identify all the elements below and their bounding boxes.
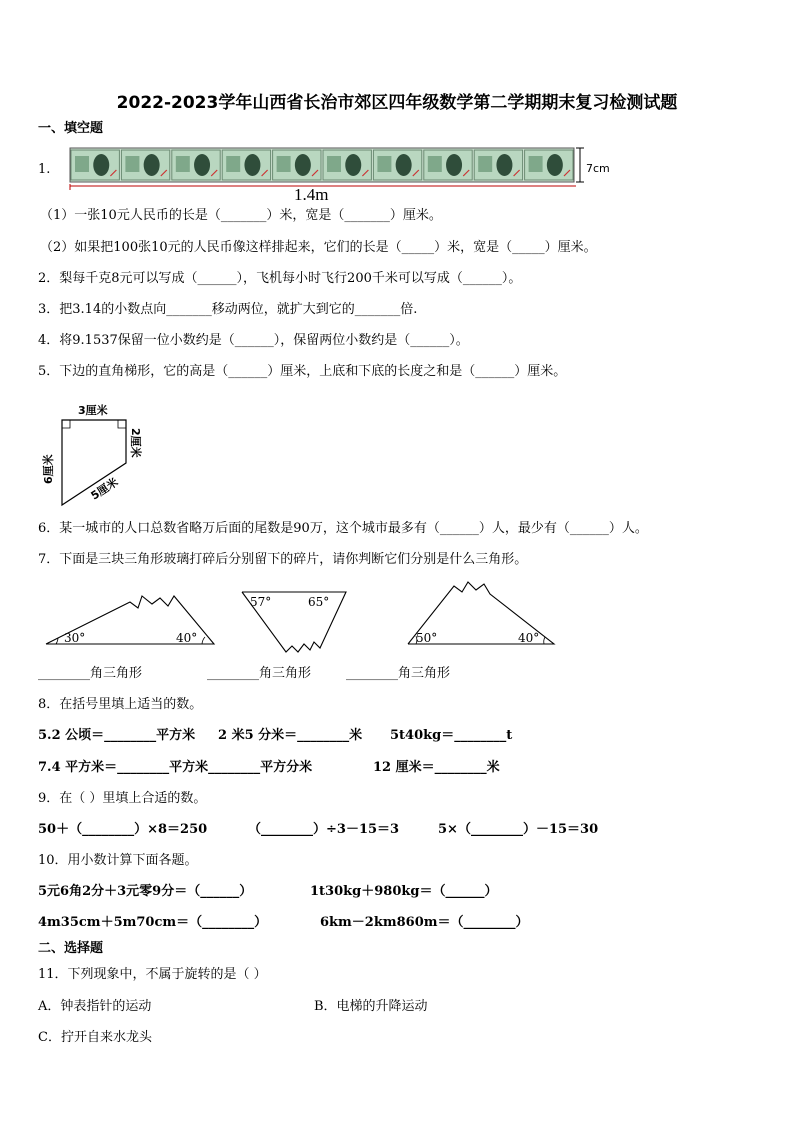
question-5: 5．下边的直角梯形，它的高是（______）厘米，上底和下底的长度之和是（______）厘米。 bbox=[38, 364, 567, 379]
question-4: 4．将9.1537保留一位小数约是（______），保留两位小数约是（______）。 bbox=[38, 333, 469, 348]
q8-item-4: 7.4 平方米＝________平方米________平方分米 bbox=[38, 760, 313, 775]
question-11: 11．下列现象中，不属于旋转的是（ ） bbox=[38, 967, 267, 982]
q8-item-3: 5t40kg＝________t bbox=[390, 728, 513, 743]
q9-item-1: 50＋（________）×8＝250 bbox=[38, 822, 208, 837]
q10-item-3: 4m35cm＋5m70cm＝（________） bbox=[38, 915, 268, 930]
section-heading-fill-blank: 一、填空题 bbox=[38, 121, 104, 136]
q8-item-1: 5.2 公顷＝________平方米 bbox=[38, 728, 196, 743]
trapezoid-slant-label: 5厘米 bbox=[88, 475, 121, 503]
q10-item-1: 5元6角2分＋3元零9分＝（______） bbox=[38, 884, 253, 899]
q9-item-2: （________）÷3－15＝3 bbox=[248, 822, 400, 837]
q8-item-2: 2 米5 分米＝________米 bbox=[218, 728, 363, 743]
page-title: 2022-2023学年山西省长治市郊区四年级数学第二学期期末复习检测试题 bbox=[116, 93, 678, 113]
q9-item-3: 5×（________）－15＝30 bbox=[438, 822, 599, 837]
q11-option-b[interactable]: B．电梯的升降运动 bbox=[314, 999, 428, 1014]
question-8: 8．在括号里填上适当的数。 bbox=[38, 697, 203, 712]
banknote bbox=[424, 150, 472, 180]
tri1-angle-b: 40° bbox=[176, 631, 198, 645]
banknote bbox=[474, 150, 522, 180]
banknote bbox=[373, 150, 421, 180]
q7-answer-1: ________角三角形 bbox=[38, 666, 143, 681]
banknote bbox=[172, 150, 220, 180]
question-9: 9．在（ ）里填上合适的数。 bbox=[38, 791, 207, 806]
q11-option-a[interactable]: A．钟表指针的运动 bbox=[38, 999, 152, 1014]
banknote bbox=[121, 150, 169, 180]
trapezoid-left-label: 6厘米 bbox=[42, 454, 55, 484]
q8-item-5: 12 厘米＝________米 bbox=[373, 760, 500, 775]
right-trapezoid-figure bbox=[40, 400, 150, 510]
triangle-fragment-3 bbox=[404, 580, 564, 650]
q10-item-2: 1t30kg＋980kg＝（______） bbox=[310, 884, 498, 899]
note-width-label: 7cm bbox=[586, 162, 610, 175]
question-1-sub-1: （1）一张10元人民币的长是（_______）米，宽是（_______）厘米。 bbox=[40, 208, 442, 223]
tri2-angle-a: 57° bbox=[250, 595, 272, 609]
tri3-angle-b: 40° bbox=[518, 631, 540, 645]
question-6: 6．某一城市的人口总数省略万后面的尾数是90万，这个城市最多有（______）人，最少有（______）人。 bbox=[38, 521, 648, 536]
banknote-row-figure bbox=[66, 142, 626, 202]
tri1-angle-a: 30° bbox=[64, 631, 86, 645]
banknote bbox=[323, 150, 371, 180]
row-length-label: 1.4m bbox=[294, 185, 329, 204]
q7-answer-2: ________角三角形 bbox=[207, 666, 312, 681]
question-1-number: 1. bbox=[38, 162, 51, 177]
question-7: 7．下面是三块三角形玻璃打碎后分别留下的碎片，请你判断它们分别是什么三角形。 bbox=[38, 552, 528, 567]
tri2-angle-b: 65° bbox=[308, 595, 330, 609]
q10-item-4: 6km－2km860m＝（________） bbox=[320, 915, 529, 930]
q11-option-c[interactable]: C．拧开自来水龙头 bbox=[38, 1030, 152, 1045]
question-10: 10．用小数计算下面各题。 bbox=[38, 853, 198, 868]
tri3-angle-a: 50° bbox=[416, 631, 438, 645]
banknote bbox=[525, 150, 573, 180]
triangle-fragment-1 bbox=[42, 588, 222, 650]
q7-answer-3: ________角三角形 bbox=[346, 666, 451, 681]
trapezoid-top-label: 3厘米 bbox=[78, 404, 108, 417]
section-heading-choice: 二、选择题 bbox=[38, 941, 104, 956]
banknote bbox=[222, 150, 270, 180]
banknote-strip bbox=[70, 148, 574, 182]
question-1-sub-2: （2）如果把100张10元的人民币像这样排起来，它们的长是（_____）米，宽是（_____）厘米。 bbox=[40, 240, 597, 255]
question-2: 2．梨每千克8元可以写成（______），飞机每小时飞行200千米可以写成（______）。 bbox=[38, 271, 522, 286]
triangle-fragment-2 bbox=[236, 588, 356, 658]
banknote bbox=[71, 150, 119, 180]
trapezoid-right-label: 2厘米 bbox=[129, 428, 142, 458]
question-3: 3．把3.14的小数点向_______移动两位，就扩大到它的_______倍. bbox=[38, 302, 418, 317]
banknote bbox=[273, 150, 321, 180]
